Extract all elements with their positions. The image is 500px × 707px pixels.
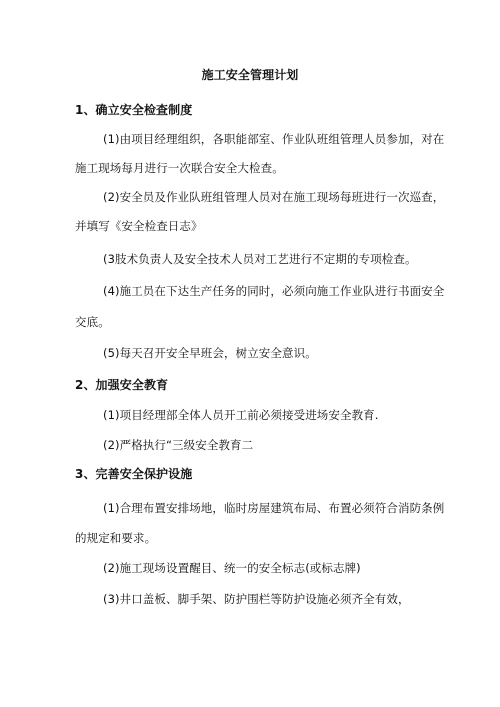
paragraph-line: (1)项目经理部全体人员开工前必须接受进场安全教育. — [103, 408, 379, 422]
section-heading-1: 1、确立安全检查制度 — [75, 103, 193, 117]
section-heading-3: 3、完善安全保护设施 — [75, 467, 193, 481]
paragraph-line: (1)合理布置安排场地，临时房屋建筑布局、布置必须符合消防条例 — [103, 501, 445, 515]
paragraph-line: 交底。 — [75, 315, 110, 329]
paragraph-line: (3)井口盖板、脚手架、防护围栏等防护设施必须齐全有效， — [103, 592, 410, 606]
paragraph-line: (1)由项目经理组织，各职能部室、作业队班组管理人员参加，对在 — [103, 132, 445, 146]
paragraph-line: (3肢术负责人及安全技术人员对工艺进行不定期的专项检查。 — [103, 252, 417, 266]
paragraph-line: (2)严格执行“三级安全教育二 — [103, 438, 254, 452]
paragraph-line: (5)每天召开安全早班会，树立安全意识。 — [103, 346, 317, 360]
paragraph-line: 并填写《安全检查日志》 — [75, 219, 203, 233]
paragraph-line: 施工现场每月进行一次联合安全大检查。 — [75, 161, 284, 175]
paragraph-line: 的规定和要求。 — [75, 531, 157, 545]
section-heading-2: 2、加强安全教育 — [75, 378, 169, 392]
paragraph-line: (4)施工员在下达生产任务的同时，必须向施工作业队进行书面安全 — [103, 284, 445, 298]
document-title: 施工安全管理计划 — [201, 68, 299, 82]
paragraph-line: (2)安全员及作业队班组管理人员对在施工现场每班进行一次巡查， — [103, 190, 445, 204]
paragraph-line: (2)施工现场设置醒目、统一的安全标志(或标志牌) — [103, 561, 361, 575]
